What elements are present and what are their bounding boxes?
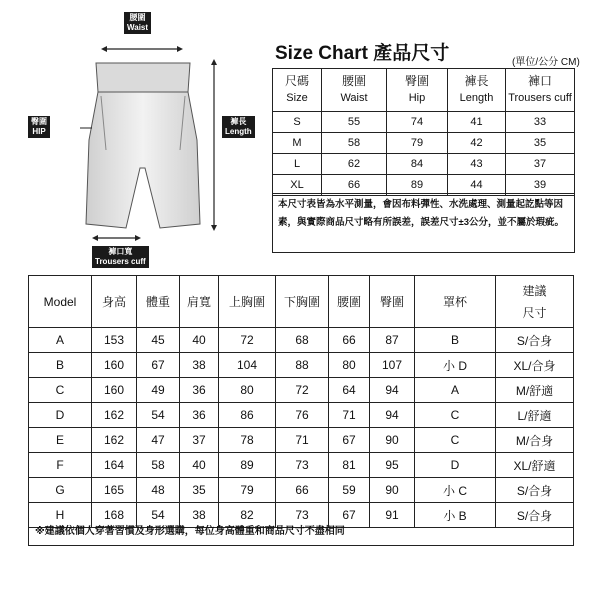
model-row — [29, 453, 574, 478]
size-cell: 74 — [387, 112, 448, 133]
size-row — [273, 154, 575, 175]
model-cell: A — [29, 328, 92, 353]
model-cell: 58 — [137, 453, 180, 478]
model-cell: 小 C — [415, 478, 496, 503]
size-cell: 84 — [387, 154, 448, 175]
model-cell: 87 — [370, 328, 415, 353]
model-cell: 67 — [329, 503, 370, 528]
size-cell: S — [273, 112, 322, 133]
model-cell: 153 — [92, 328, 137, 353]
model-header-cell: 肩寬 — [180, 276, 219, 328]
model-cell: 66 — [276, 478, 329, 503]
model-row — [29, 428, 574, 453]
size-cell: 44 — [448, 175, 506, 196]
model-cell: M/舒適 — [496, 378, 574, 403]
model-cell: 162 — [92, 403, 137, 428]
size-cell: 79 — [387, 133, 448, 154]
size-header-size: 尺碼 Size — [273, 69, 322, 112]
model-cell: 160 — [92, 353, 137, 378]
model-header-cell: 下胸圍 — [276, 276, 329, 328]
model-cell: M/合身 — [496, 428, 574, 453]
model-table — [28, 275, 574, 528]
size-header-hip: 臀圍 Hip — [387, 69, 448, 112]
size-header-waist: 腰圍 Waist — [322, 69, 387, 112]
model-header-cell: 腰圍 — [329, 276, 370, 328]
model-cell: 72 — [276, 378, 329, 403]
size-row — [273, 133, 575, 154]
model-cell: E — [29, 428, 92, 453]
size-cell: XL — [273, 175, 322, 196]
model-cell: 78 — [219, 428, 276, 453]
model-cell: 64 — [329, 378, 370, 403]
model-cell: 80 — [329, 353, 370, 378]
shorts-body — [86, 92, 200, 228]
model-cell: S/合身 — [496, 478, 574, 503]
model-cell: 小 D — [415, 353, 496, 378]
model-cell: S/合身 — [496, 328, 574, 353]
size-cell: 37 — [506, 154, 575, 175]
model-cell: 73 — [276, 453, 329, 478]
model-cell: H — [29, 503, 92, 528]
model-cell: L/舒適 — [496, 403, 574, 428]
model-header-cell: 身高 — [92, 276, 137, 328]
model-cell: XL/舒適 — [496, 453, 574, 478]
model-cell: 168 — [92, 503, 137, 528]
model-header-cell: Model — [29, 276, 92, 328]
model-cell: C — [29, 378, 92, 403]
size-cell: L — [273, 154, 322, 175]
model-cell: 165 — [92, 478, 137, 503]
size-cell: M — [273, 133, 322, 154]
model-cell: 66 — [329, 328, 370, 353]
model-cell: 59 — [329, 478, 370, 503]
size-cell: 58 — [322, 133, 387, 154]
model-cell: B — [29, 353, 92, 378]
model-header-cell: 罩杯 — [415, 276, 496, 328]
model-cell: 90 — [370, 478, 415, 503]
model-cell: 35 — [180, 478, 219, 503]
size-header-length: 褲長 Length — [448, 69, 506, 112]
model-cell: 71 — [276, 428, 329, 453]
model-header-cell: 體重 — [137, 276, 180, 328]
model-cell: 67 — [137, 353, 180, 378]
size-cell: 55 — [322, 112, 387, 133]
model-cell: 91 — [370, 503, 415, 528]
size-cell: 89 — [387, 175, 448, 196]
model-cell: 90 — [370, 428, 415, 453]
length-label: 褲長 Length — [222, 116, 255, 138]
size-cell: 42 — [448, 133, 506, 154]
model-table-note: ※建議依個人穿著習慣及身形選購，每位身高體重和商品尺寸不盡相同 — [28, 519, 574, 546]
model-cell: 80 — [219, 378, 276, 403]
model-row — [29, 478, 574, 503]
model-cell: 81 — [329, 453, 370, 478]
model-cell: 68 — [276, 328, 329, 353]
model-cell: 45 — [137, 328, 180, 353]
shorts-waistband — [96, 63, 190, 92]
model-cell: 94 — [370, 403, 415, 428]
model-row — [29, 353, 574, 378]
size-cell: 39 — [506, 175, 575, 196]
size-cell: 35 — [506, 133, 575, 154]
cuff-label: 褲口寬 Trousers cuff — [92, 246, 149, 268]
size-chart-unit: (單位/公分 CM) — [512, 57, 580, 68]
model-cell: C — [415, 428, 496, 453]
size-chart-header-row — [273, 69, 575, 112]
model-cell: 107 — [370, 353, 415, 378]
model-row — [29, 328, 574, 353]
model-cell: XL/合身 — [496, 353, 574, 378]
model-cell: 76 — [276, 403, 329, 428]
model-cell: F — [29, 453, 92, 478]
model-cell: 40 — [180, 453, 219, 478]
model-cell: 79 — [219, 478, 276, 503]
model-cell: D — [415, 453, 496, 478]
model-cell: 38 — [180, 353, 219, 378]
model-cell: 40 — [180, 328, 219, 353]
model-cell: 小 B — [415, 503, 496, 528]
model-cell: 104 — [219, 353, 276, 378]
size-header-cuff: 褲口 Trousers cuff — [506, 69, 575, 112]
model-cell: 82 — [219, 503, 276, 528]
size-cell: 41 — [448, 112, 506, 133]
model-header-cell: 上胸圍 — [219, 276, 276, 328]
model-row — [29, 378, 574, 403]
model-cell: D — [29, 403, 92, 428]
size-cell: 33 — [506, 112, 575, 133]
model-cell: 36 — [180, 378, 219, 403]
model-header-cell: 臀圍 — [370, 276, 415, 328]
model-cell: 36 — [180, 403, 219, 428]
model-cell: 67 — [329, 428, 370, 453]
model-cell: 54 — [137, 503, 180, 528]
model-cell: C — [415, 403, 496, 428]
size-chart-table — [272, 68, 575, 196]
size-chart-title: Size Chart 產品尺寸 — [275, 43, 450, 64]
size-cell: 62 — [322, 154, 387, 175]
model-cell: S/合身 — [496, 503, 574, 528]
waist-label: 腰圍 Waist — [124, 12, 151, 34]
model-cell: 162 — [92, 428, 137, 453]
size-chart-note: 本尺寸表皆為水平測量，會因布料彈性、水洗處理、測量起訖點等因素，與實際商品尺寸略有所誤差，誤差尺寸±3公分，並不屬於瑕疵。 — [272, 193, 575, 253]
model-header-cell: 建議 尺寸 — [496, 276, 574, 328]
model-cell: 73 — [276, 503, 329, 528]
model-cell: B — [415, 328, 496, 353]
hip-label: 臀圍 HIP — [28, 116, 50, 138]
model-cell: 47 — [137, 428, 180, 453]
model-cell: 160 — [92, 378, 137, 403]
model-cell: 48 — [137, 478, 180, 503]
model-cell: 72 — [219, 328, 276, 353]
model-cell: 86 — [219, 403, 276, 428]
model-cell: 88 — [276, 353, 329, 378]
model-cell: G — [29, 478, 92, 503]
model-cell: 49 — [137, 378, 180, 403]
size-cell: 66 — [322, 175, 387, 196]
size-row — [273, 112, 575, 133]
model-cell: 89 — [219, 453, 276, 478]
model-cell: 37 — [180, 428, 219, 453]
model-cell: 71 — [329, 403, 370, 428]
model-cell: 54 — [137, 403, 180, 428]
model-header-row — [29, 276, 574, 328]
size-cell: 43 — [448, 154, 506, 175]
model-cell: 38 — [180, 503, 219, 528]
model-cell: 164 — [92, 453, 137, 478]
model-cell: 95 — [370, 453, 415, 478]
model-cell: 94 — [370, 378, 415, 403]
model-cell: A — [415, 378, 496, 403]
model-row — [29, 403, 574, 428]
